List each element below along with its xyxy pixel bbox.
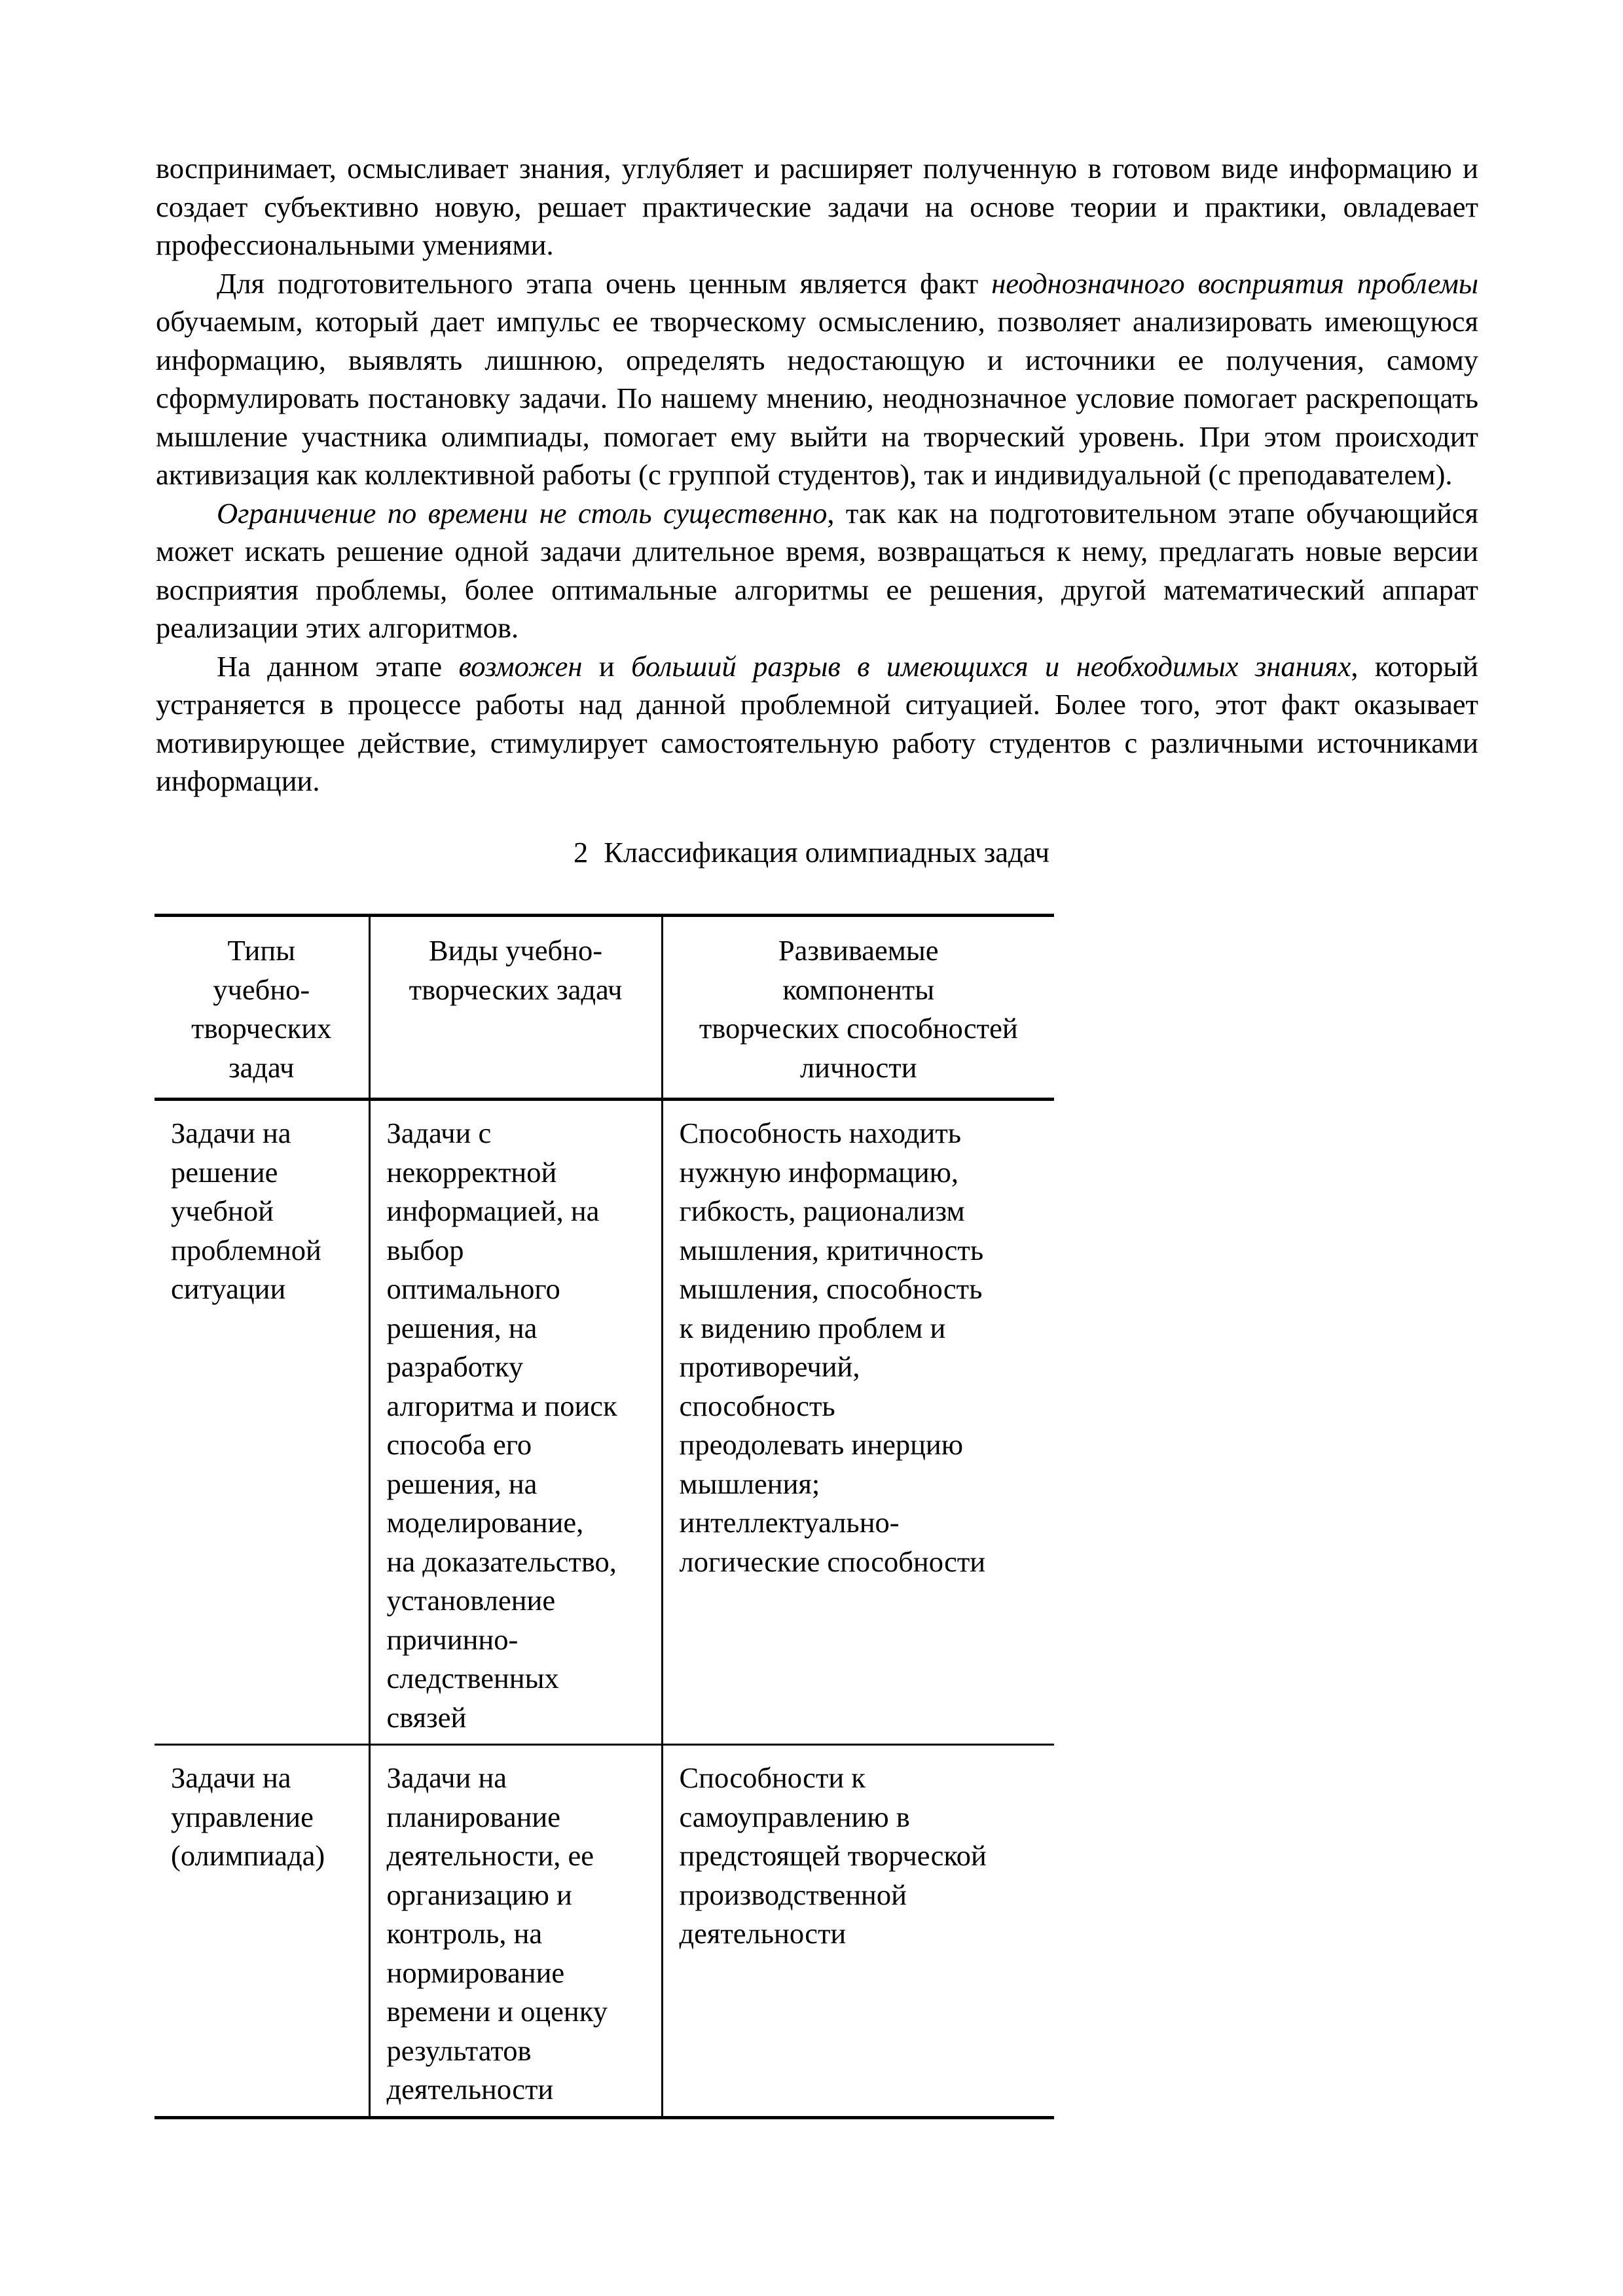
paragraph-4 [156,647,1478,800]
table-row [155,1745,1054,2118]
paragraph-2-text-end: обучаемым, который дает импульс ее творческому осмыслению, позволяет анализировать имеющуюся информацию, выявлять лишнюю, определять недостающую и источники ее получения, самому сформулировать постановку задачи. По нашему мнению, неоднозначное условие помогает раскрепощать мышление участника олимпиады, помогает ему выйти на творческий уровень. При этом происходит активизация как коллективной работы (с группой студентов), так и индивидуальной (с преподавателем). [156,305,1478,491]
row-2-components-text: Способности к самоуправлению в предстоящей творческой производственной деятельности [679,1761,987,1950]
paragraph-1 [156,149,1478,264]
paragraph-3 [156,494,1478,647]
table-row [155,1100,1054,1745]
paragraph-3-emphasis: Ограничение по времени не столь существенно [217,496,828,529]
row-2-kinds-text: Задачи на планирование деятельности, ее организацию и контроль, на нормирование времени и оценку результатов деятельности [386,1761,608,2106]
paragraph-4-emphasis-1: возможен [458,649,583,683]
paragraph-2 [156,264,1478,494]
header-cell-components [662,916,1054,1100]
table-caption [0,833,1623,871]
paragraph-4-text-mid: и [582,649,632,683]
table-caption-title: Классификация олимпиадных задач [604,836,1050,869]
table-header-row [155,916,1054,1100]
classification-table [155,914,1054,2119]
header-types-text: Типы учебно- творческих задач [191,934,332,1084]
cell-components [662,1745,1054,2118]
header-components-text: Развиваемые компоненты творческих способностей личности [699,934,1018,1084]
paragraph-2-text-start: Для подготовительного этапа очень ценным является факт [217,266,992,300]
paragraph-1-text: воспринимает, осмысливает знания, углубляет и расширяет полученную в готовом виде информацию и создает субъективно новую, решает практические задачи на основе теории и практики, овладевает профессиональными умениями. [156,152,1478,261]
cell-type [155,1745,369,2118]
row-1-components-text: Способность находить нужную информацию, гибкость, рационализм мышления, критичность мышления, способность к видению проблем и противоречий, способность преодолевать инерцию мышления; интеллектуально- логические способности [679,1117,986,1578]
paragraph-4-emphasis-2: больший разрыв в имеющихся и необходимых знаниях [631,649,1351,683]
row-1-kinds-text: Задачи с некорректной информацией, на выбор оптимального решения, на разработку алгоритма и поиск способа его решения, на моделирование, на доказательство, установление причинно- следственных связей [386,1117,617,1734]
row-2-type-text: Задачи на управление (олимпиада) [171,1761,325,1872]
paragraph-4-text-end: , который устраняется в процессе работы над данной проблемной ситуацией. Более того, этот факт оказывает мотивирующее действие, стимулирует самостоятельную работу студентов с различными источниками информации. [156,649,1478,797]
paragraph-2-emphasis: неоднозначного восприятия проблемы [991,266,1478,300]
header-cell-kinds [369,916,662,1100]
cell-components [662,1100,1054,1745]
table-caption-number: 2 [573,836,589,869]
row-1-type-text: Задачи на решение учебной проблемной ситуации [171,1117,321,1305]
body-text [156,149,1478,800]
paragraph-3-text-end: , так как на подготовительном этапе обучающийся может искать решение одной задачи длительное время, возвращаться к нему, предлагать новые версии восприятия проблемы, более оптимальные алгоритмы ее решения, другой математический аппарат реализации этих алгоритмов. [156,496,1478,644]
paragraph-4-text-start: На данном этапе [217,649,459,683]
header-cell-types [155,916,369,1100]
cell-kinds [369,1100,662,1745]
header-kinds-text: Виды учебно- творческих задач [409,934,623,1006]
cell-type [155,1100,369,1745]
cell-kinds [369,1745,662,2118]
